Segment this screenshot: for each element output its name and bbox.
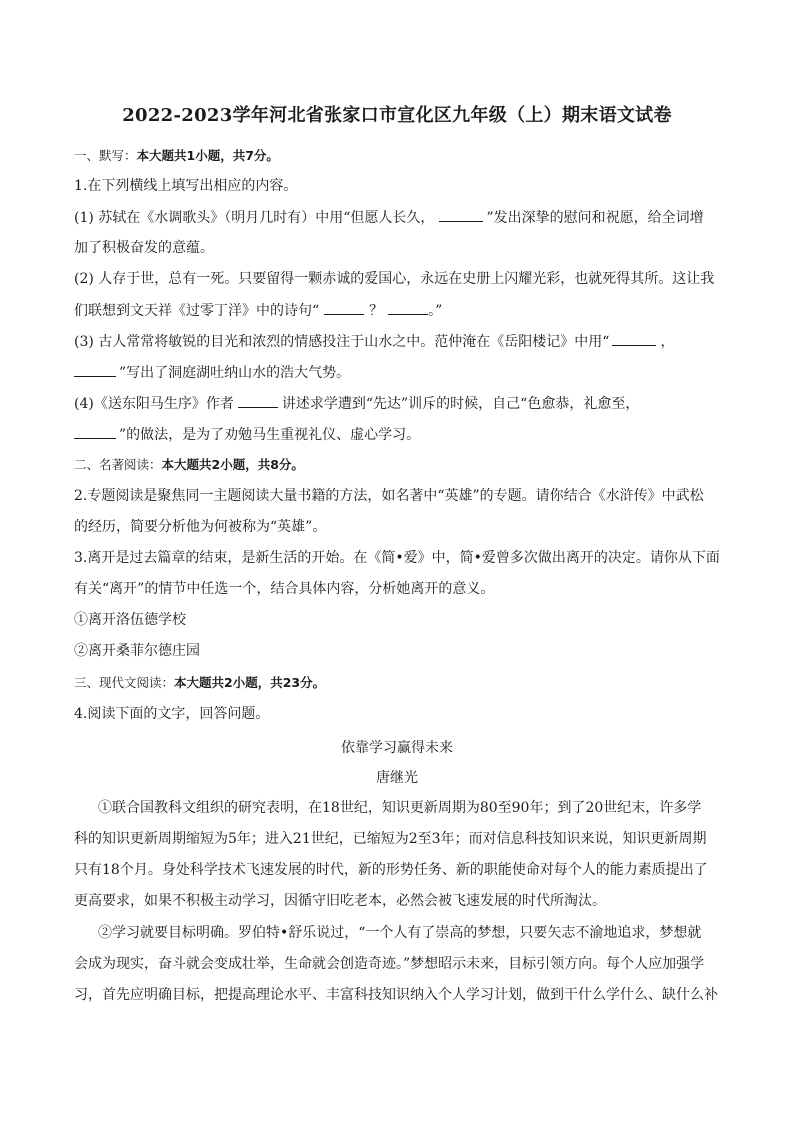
q1-part4-cont [74, 424, 730, 445]
article-paragraph-2-line-3: 习，首先应明确目标，把提高理论水平、丰富科技知识纳入个人学习计划，做到干什么学什么、缺什么补 [74, 987, 718, 1003]
section-1-desc: 本大题共1小题，共7分。 [136, 148, 279, 163]
q1-part2: (2) 人存于世，总有一死。只要留得一颗赤诚的爱国心，永远在史册上闪耀光彩，也就死得其所。这让我 [74, 271, 715, 287]
q1-part2-cont [74, 300, 730, 321]
article-author: 唐继光 [376, 770, 418, 786]
answer-blank[interactable] [612, 331, 656, 346]
answer-blank[interactable] [388, 300, 428, 315]
q1-part3-text-end: ”写出了洞庭湖吐纳山水的浩大气势。 [119, 365, 351, 381]
answer-blank[interactable] [74, 424, 116, 439]
answer-blank[interactable] [238, 393, 278, 408]
article-paragraph-1-line-4: 更高要求，如果不积极主动学习，因循守旧吃老本，必然会被飞速发展的时代所淘汰。 [74, 893, 606, 909]
q1-part3-text: (3) 古人常常将敏锐的目光和浓烈的情感投注于山水之中。范仲淹在《岳阳楼记》中用“ [74, 334, 610, 350]
question-mark: ？ [369, 303, 384, 319]
q3-option-2: ②离开桑菲尔德庄园 [74, 643, 200, 659]
q1-part3 [74, 331, 730, 352]
q1-part2-end: 。” [428, 303, 443, 319]
section-3-desc: 本大题共2小题，共23分。 [174, 675, 326, 690]
article-paragraph-2-line-2: 会成为现实，奋斗就会变成壮举，生命就会创造奇迹。”梦想昭示未来，目标引领方向。每个人应加强学 [74, 956, 705, 972]
answer-blank[interactable] [439, 207, 483, 222]
section-2-header [74, 455, 730, 475]
q2-prompt: 2.专题阅读是聚焦同一主题阅读大量书籍的方法，如名著中“英雄”的专题。请你结合《水浒传》中武松 [74, 488, 704, 504]
section-2-label: 二、名著阅读： [74, 457, 162, 472]
q1-part4 [74, 393, 730, 414]
answer-blank[interactable] [324, 300, 364, 315]
exam-title: 2022-2023学年河北省张家口市宣化区九年级（上）期末语文试卷 [122, 105, 672, 126]
section-1-header [74, 146, 730, 166]
q1-part4-text-end: ”的做法，是为了劝勉马生重视礼仪、虚心学习。 [119, 427, 421, 443]
q1-part4-text: (4)《送东阳马生序》作者 [74, 396, 234, 412]
q3-prompt-cont: 有关“离开”的情节中任选一个，结合具体内容，分析她离开的意义。 [74, 581, 495, 597]
section-3-header [74, 673, 730, 693]
article-paragraph-1-line-3: 只有18个月。身处科学技术飞速发展的时代，新的形势任务、新的职能使命对每个人的能力素质提出了 [74, 862, 708, 878]
q3-prompt: 3.离开是过去篇章的结束，是新生活的开始。在《简•爱》中，简•爱曾多次做出离开的决定。请你从下面 [74, 550, 720, 566]
q1-prompt: 1.在下列横线上填写出相应的内容。 [74, 178, 298, 194]
q2-prompt-cont: 的经历，简要分析他为何被称为“英雄”。 [74, 519, 327, 535]
answer-blank[interactable] [74, 362, 116, 377]
q4-prompt: 4.阅读下面的文字，回答问题。 [74, 706, 270, 722]
article-paragraph-1: ①联合国教科文组织的研究表明，在18世纪，知识更新周期为80至90年；到了20世纪末，许多学 [98, 800, 702, 816]
q1-part1-cont: 加了积极奋发的意蕴。 [74, 240, 214, 256]
q1-part2-text: 们联想到文天祥《过零丁洋》中的诗句“ [74, 303, 320, 319]
q3-option-1: ①离开洛伍德学校 [74, 612, 186, 628]
section-3-label: 三、现代文阅读： [74, 675, 175, 690]
q1-part1-text: (1) 苏轼在《水调歌头》（明月几时有）中用“但愿人长久， [74, 210, 435, 226]
article-paragraph-1-line-2: 科的知识更新周期缩短为5年；进入21世纪，已缩短为2至3年；而对信息科技知识来说，知识更新周期 [74, 831, 707, 847]
q1-part1-text-end: ”发出深挚的慰问和祝愿，给全词增 [486, 210, 704, 226]
article-title: 依靠学习赢得未来 [341, 740, 453, 756]
section-1-label: 一、默写： [74, 148, 137, 163]
q1-part4-text-mid: 讲述求学遭到“先达”训斥的时候，自己“色愈恭，礼愈至， [281, 396, 640, 412]
q1-part3-cont [74, 362, 730, 383]
q1-part1 [74, 207, 730, 228]
section-2-desc: 本大题共2小题，共8分。 [161, 457, 304, 472]
comma: ， [660, 334, 675, 350]
article-paragraph-2: ②学习就要目标明确。罗伯特•舒乐说过，“一个人有了崇高的梦想，只要矢志不渝地追求，梦想就 [98, 925, 702, 941]
